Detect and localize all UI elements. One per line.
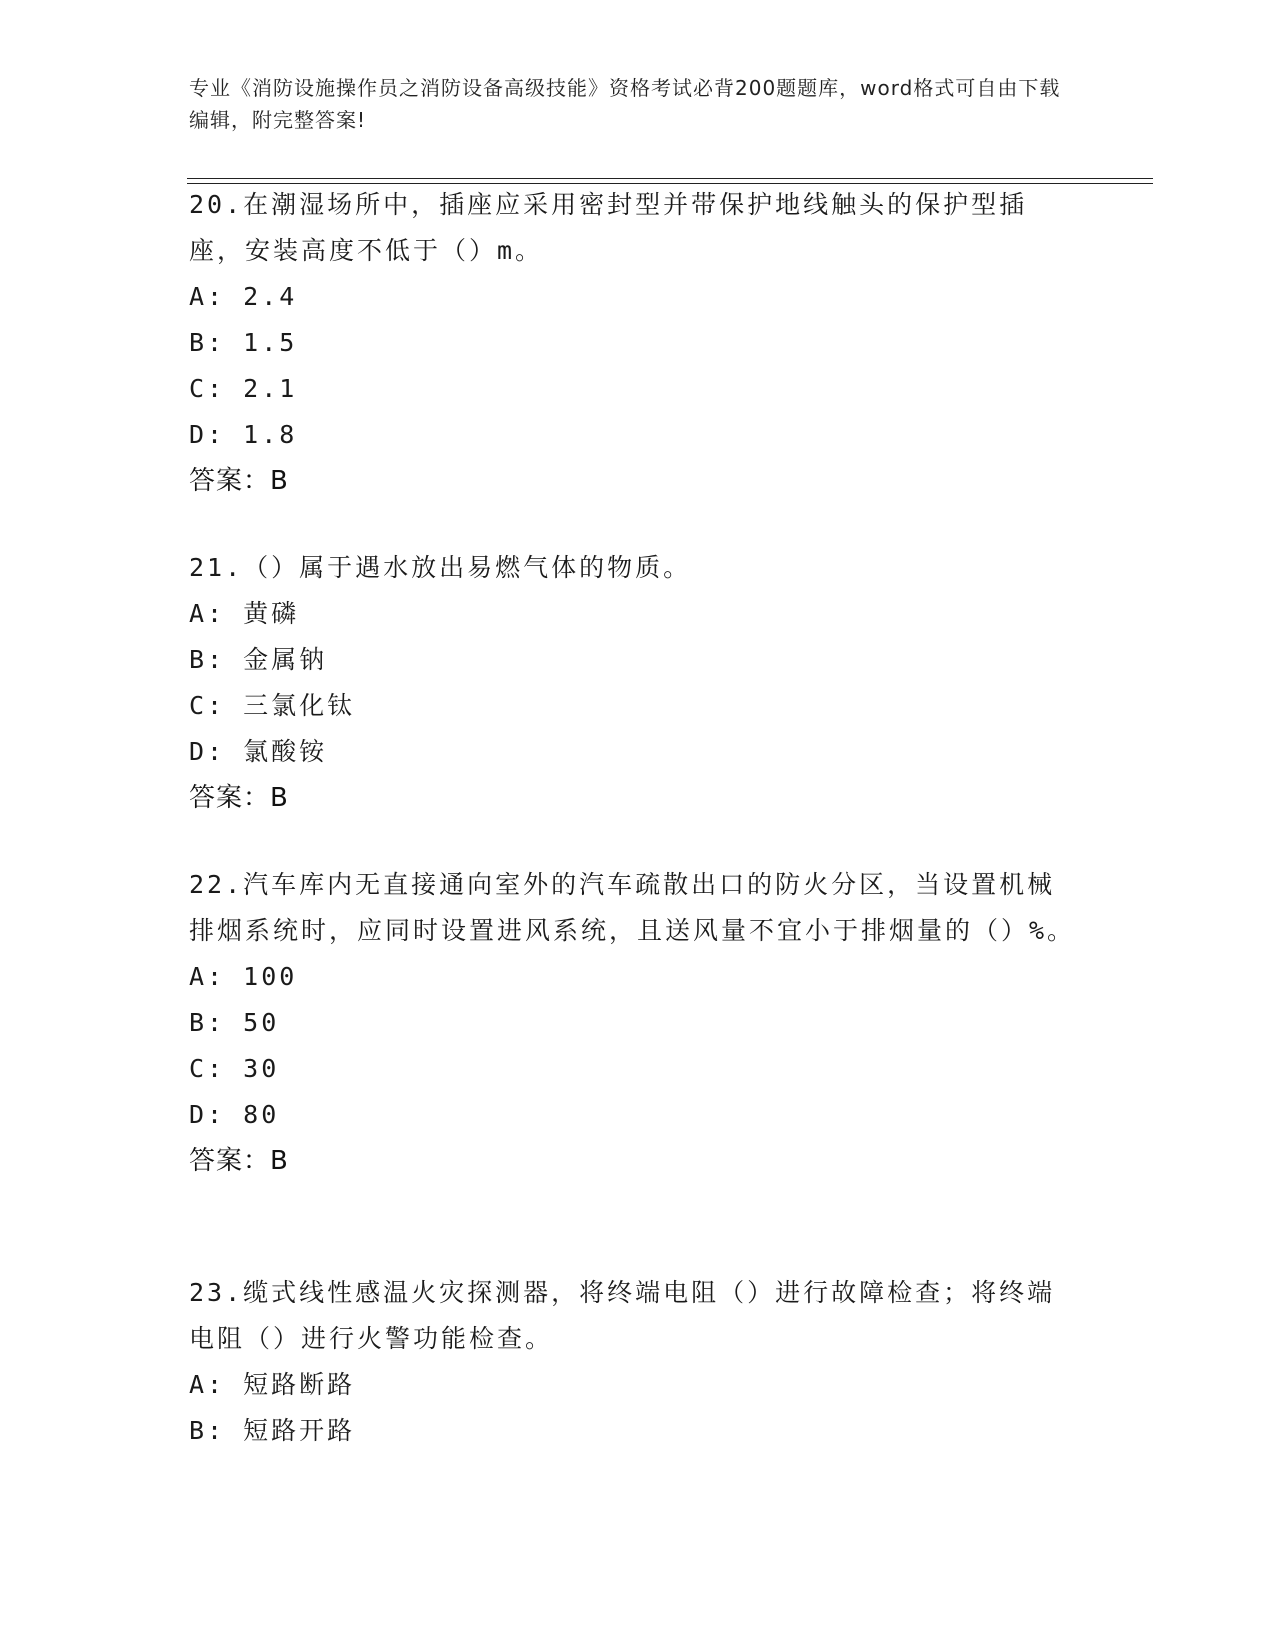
option-c: C: 三氯化钛	[189, 691, 356, 720]
question-text: 23.缆式线性感温火灾探测器，将终端电阻（）进行故障检查；将终端电阻（）进行火警功能检查。	[189, 1278, 1056, 1353]
question-text: 21.（）属于遇水放出易燃气体的物质。	[189, 553, 692, 582]
question-20	[189, 182, 1079, 504]
answer: 答案：B	[189, 783, 289, 813]
option-d: D: 氯酸铵	[189, 737, 328, 766]
answer: 答案：B	[189, 466, 289, 496]
question-text: 22.汽车库内无直接通向室外的汽车疏散出口的防火分区，当设置机械排烟系统时，应同时设置进风系统，且送风量不宜小于排烟量的（）%。	[189, 870, 1076, 945]
option-b: B: 短路开路	[189, 1416, 356, 1445]
question-22	[189, 862, 1079, 1184]
option-c: C: 30	[189, 1054, 280, 1083]
header-divider-top	[187, 178, 1153, 179]
option-d: D: 1.8	[189, 420, 298, 449]
option-b: B: 金属钠	[189, 645, 328, 674]
option-a: A: 短路断路	[189, 1370, 356, 1399]
document-header: 专业《消防设施操作员之消防设备高级技能》资格考试必背200题题库，word格式可自由下载编辑，附完整答案!	[189, 76, 1061, 132]
option-b: B: 50	[189, 1008, 280, 1037]
option-c: C: 2.1	[189, 374, 298, 403]
option-d: D: 80	[189, 1100, 280, 1129]
option-a: A: 黄磷	[189, 599, 300, 628]
option-b: B: 1.5	[189, 328, 298, 357]
option-a: A: 100	[189, 962, 298, 991]
question-21	[189, 545, 1079, 821]
option-a: A: 2.4	[189, 282, 298, 311]
question-23	[189, 1270, 1079, 1454]
question-text: 20.在潮湿场所中，插座应采用密封型并带保护地线触头的保护型插座，安装高度不低于（）m。	[189, 190, 1028, 265]
answer: 答案：B	[189, 1146, 289, 1176]
